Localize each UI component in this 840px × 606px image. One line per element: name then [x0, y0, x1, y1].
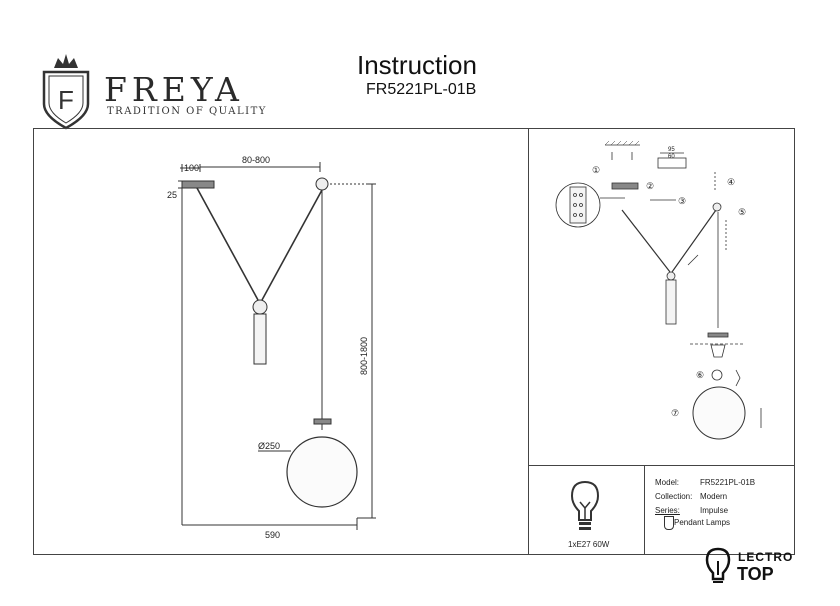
spec-collection-label: Collection: [655, 492, 693, 501]
step-2-label: ② [646, 181, 655, 191]
bulb-spec: 1xE27 60W [568, 540, 610, 549]
spec-collection-value: Modern [700, 492, 728, 501]
spec-model-value: FR5221PL-01B [700, 478, 756, 487]
canopy-height-label: 25 [167, 190, 178, 200]
spec-category-value: Pendant Lamps [674, 518, 731, 527]
bracket-dim-95: 95 [668, 147, 675, 153]
brand-tagline: TRADITION OF QUALITY [107, 106, 267, 117]
drop-label: 800-1800 [359, 336, 369, 375]
lightbulb-logo-icon [705, 547, 731, 587]
bracket-dim-60: 60 [668, 154, 675, 160]
step-6-label: ⑥ [696, 370, 705, 380]
document-title: Instruction [357, 50, 477, 80]
electrotop-line1: LECTRO [738, 550, 794, 564]
document-model-code: FR5221PL-01B [366, 81, 477, 98]
step-5-label: ⑤ [738, 207, 747, 217]
step-7-label: ⑦ [671, 408, 680, 418]
svg-text:F: F [58, 85, 74, 115]
spread-label: 80-800 [242, 155, 271, 165]
spec-series-label: Series: [655, 506, 680, 515]
pendant-mini-icon [664, 516, 674, 530]
brand-name: FREYA [104, 70, 244, 109]
step-4-label: ④ [727, 177, 736, 187]
spec-model-label: Model: [655, 478, 680, 487]
canopy-width-label: 100 [184, 163, 200, 173]
globe-diameter-label: Ø250 [258, 441, 281, 451]
electrotop-line2: TOP [737, 564, 774, 584]
spec-series-value: Impulse [700, 506, 729, 515]
total-width-label: 590 [265, 530, 281, 540]
bulb-icon [560, 478, 610, 538]
step-3-label: ③ [678, 196, 687, 206]
step-1-label: ① [592, 165, 601, 175]
